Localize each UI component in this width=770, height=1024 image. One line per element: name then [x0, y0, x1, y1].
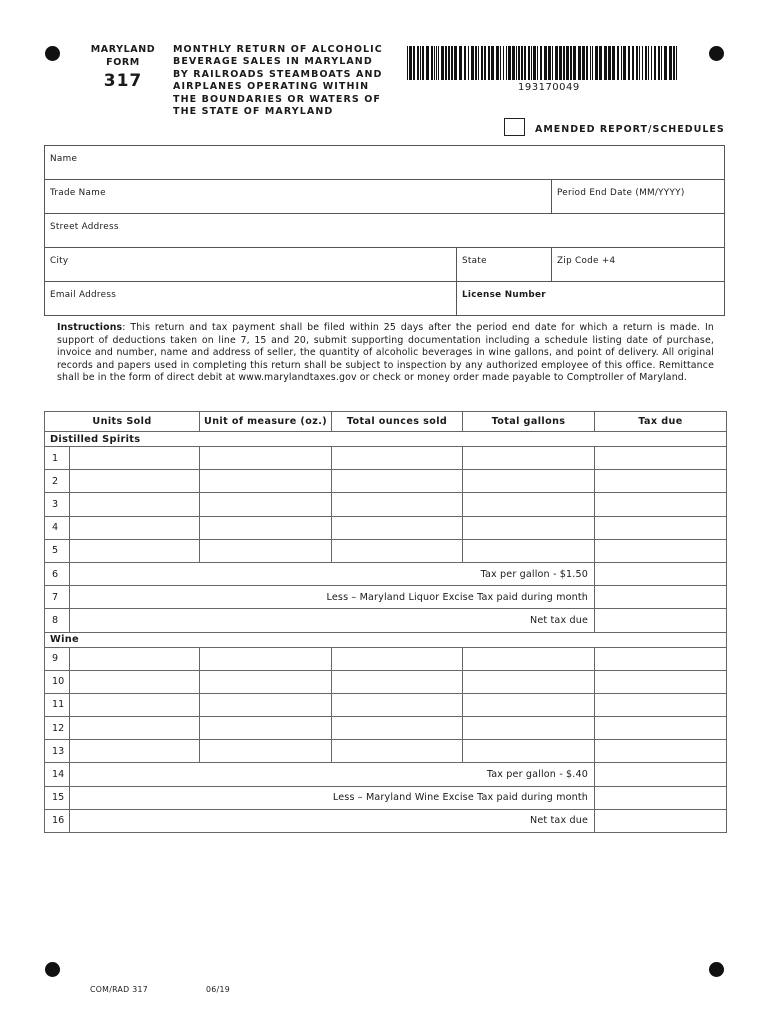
- tax-due-cell[interactable]: [595, 717, 727, 740]
- line-number: 4: [45, 516, 70, 539]
- unit-of-measure-cell[interactable]: [200, 740, 332, 763]
- section-row: [45, 432, 727, 447]
- units-sold-cell[interactable]: [70, 740, 200, 763]
- unit-of-measure-cell[interactable]: [200, 447, 332, 470]
- tax-due-cell[interactable]: [595, 516, 727, 539]
- total-gallons-cell[interactable]: [463, 493, 595, 516]
- city-label: City: [50, 256, 69, 266]
- instructions-text: : This return and tax payment shall be filed within 25 days after the period end date for which a return is made. In support of deductions taken on line 7, 15 and 20, submit supporting documentation including a schedule listing date of purchase, invoice and number, name and address of seller, the quantity of alcoholic beverages in wine gallons, and point of delivery. All original records and papers used in completing this return shall be subject to inspection by any authorized employee of this office. Remittance shall be in the form of direct debit at www.marylandtaxes.gov or check or money order made payable to Comptroller of Maryland.: [57, 322, 714, 384]
- tax-due-cell[interactable]: [595, 586, 727, 609]
- total-gallons-cell[interactable]: [463, 717, 595, 740]
- table-row: [45, 562, 727, 585]
- line-number: 6: [45, 562, 70, 585]
- barcode: [407, 46, 679, 80]
- line-number: 5: [45, 539, 70, 562]
- trade-name-label: Trade Name: [50, 188, 106, 198]
- tax-due-cell[interactable]: [595, 562, 727, 585]
- unit-of-measure-cell[interactable]: [200, 693, 332, 716]
- units-sold-cell[interactable]: [70, 717, 200, 740]
- excise-paid-label: Less – Maryland Wine Excise Tax paid during month: [70, 786, 595, 809]
- street-address-field[interactable]: [45, 214, 725, 248]
- table-row: [45, 493, 727, 516]
- line-number: 10: [45, 670, 70, 693]
- units-sold-cell[interactable]: [70, 693, 200, 716]
- period-end-field[interactable]: [552, 180, 725, 214]
- unit-of-measure-cell[interactable]: [200, 647, 332, 670]
- registration-mark-top-right: [709, 46, 724, 61]
- table-row: [45, 516, 727, 539]
- tax-due-cell[interactable]: [595, 609, 727, 632]
- instructions: [57, 322, 714, 385]
- total-ounces-cell[interactable]: [332, 447, 463, 470]
- trade-name-field[interactable]: [45, 180, 552, 214]
- total-ounces-cell[interactable]: [332, 740, 463, 763]
- total-ounces-cell[interactable]: [332, 470, 463, 493]
- unit-of-measure-cell[interactable]: [200, 670, 332, 693]
- state-field[interactable]: [457, 248, 552, 282]
- table-row: [45, 763, 727, 786]
- form-label: FORM: [106, 56, 140, 68]
- total-ounces-cell[interactable]: [332, 516, 463, 539]
- line-number: 12: [45, 717, 70, 740]
- taxpayer-info-table: [44, 145, 725, 316]
- tax-due-cell[interactable]: [595, 470, 727, 493]
- period-end-label: Period End Date (MM/YYYY): [557, 188, 685, 198]
- license-number-field[interactable]: [457, 282, 725, 316]
- header-total-ounces: Total ounces sold: [332, 412, 463, 432]
- tax-due-cell[interactable]: [595, 670, 727, 693]
- tax-due-cell[interactable]: [595, 809, 727, 832]
- unit-of-measure-cell[interactable]: [200, 493, 332, 516]
- total-gallons-cell[interactable]: [463, 447, 595, 470]
- table-row: [45, 670, 727, 693]
- title-line: MONTHLY RETURN OF ALCOHOLIC: [173, 44, 383, 55]
- title-line: BEVERAGE SALES IN MARYLAND: [173, 56, 373, 68]
- tax-due-cell[interactable]: [595, 693, 727, 716]
- table-row: [45, 539, 727, 562]
- unit-of-measure-cell[interactable]: [200, 470, 332, 493]
- state-field-label: State: [462, 256, 487, 266]
- header-units-sold: Units Sold: [45, 412, 200, 432]
- units-sold-cell[interactable]: [70, 647, 200, 670]
- units-sold-cell[interactable]: [70, 539, 200, 562]
- total-ounces-cell[interactable]: [332, 670, 463, 693]
- registration-mark-bottom-left: [45, 962, 60, 977]
- title-line: THE STATE OF MARYLAND: [173, 106, 334, 118]
- tax-due-cell[interactable]: [595, 447, 727, 470]
- name-label: Name: [50, 154, 78, 164]
- table-row: [45, 740, 727, 763]
- excise-paid-label: Less – Maryland Liquor Excise Tax paid during month: [70, 586, 595, 609]
- table-row: [45, 717, 727, 740]
- total-ounces-cell[interactable]: [332, 693, 463, 716]
- unit-of-measure-cell[interactable]: [200, 516, 332, 539]
- table-row: [45, 647, 727, 670]
- street-address-label: Street Address: [50, 222, 119, 232]
- total-ounces-cell[interactable]: [332, 647, 463, 670]
- line-number: 11: [45, 693, 70, 716]
- line-number: 2: [45, 470, 70, 493]
- table-row: [45, 586, 727, 609]
- tax-rate-label: Tax per gallon - $1.50: [70, 562, 595, 585]
- header-tax-due: Tax due: [595, 412, 727, 432]
- line-number: 13: [45, 740, 70, 763]
- footer-revision: 06/19: [206, 985, 230, 994]
- line-number: 15: [45, 786, 70, 809]
- tax-rate-label: Tax per gallon - $.40: [70, 763, 595, 786]
- units-sold-cell[interactable]: [70, 493, 200, 516]
- tax-due-cell[interactable]: [595, 740, 727, 763]
- zip-code-field[interactable]: [552, 248, 725, 282]
- table-row: [45, 609, 727, 632]
- title-line: BY RAILROADS STEAMBOATS AND: [173, 68, 383, 80]
- total-gallons-cell[interactable]: [463, 693, 595, 716]
- line-number: 14: [45, 763, 70, 786]
- total-gallons-cell[interactable]: [463, 516, 595, 539]
- state-label: MARYLAND: [90, 44, 156, 55]
- city-field[interactable]: [45, 248, 457, 282]
- registration-mark-top-left: [45, 46, 60, 61]
- units-sold-cell[interactable]: [70, 470, 200, 493]
- total-gallons-cell[interactable]: [463, 470, 595, 493]
- unit-of-measure-cell[interactable]: [200, 717, 332, 740]
- footer-form-code: COM/RAD 317: [90, 985, 149, 994]
- net-tax-label: Net tax due: [70, 609, 595, 632]
- total-ounces-cell[interactable]: [332, 493, 463, 516]
- net-tax-label: Net tax due: [70, 809, 595, 832]
- line-number: 16: [45, 809, 70, 832]
- unit-of-measure-cell[interactable]: [200, 539, 332, 562]
- name-field[interactable]: [45, 146, 725, 180]
- license-number-label: License Number: [462, 290, 546, 300]
- form-title: [173, 44, 398, 118]
- section-distilled-spirits: Distilled Spirits: [45, 432, 727, 447]
- tax-due-cell[interactable]: [595, 786, 727, 809]
- header-unit-of-measure: Unit of measure (oz.): [200, 412, 332, 432]
- tax-due-cell[interactable]: [595, 647, 727, 670]
- table-row: [45, 786, 727, 809]
- line-number: 3: [45, 493, 70, 516]
- amended-report-label: AMENDED REPORT/SCHEDULES: [535, 124, 725, 135]
- title-line: THE BOUNDARIES OR WATERS OF: [173, 93, 382, 105]
- table-row: [45, 809, 727, 832]
- instructions-lead: Instructions: [57, 322, 123, 333]
- header-total-gallons: Total gallons: [463, 412, 595, 432]
- line-number: 7: [45, 586, 70, 609]
- title-line: AIRPLANES OPERATING WITHIN: [173, 81, 370, 93]
- units-sold-cell[interactable]: [70, 447, 200, 470]
- line-number: 9: [45, 647, 70, 670]
- amended-report-checkbox[interactable]: [504, 118, 525, 136]
- table-header-row: [45, 412, 727, 432]
- table-row: [45, 447, 727, 470]
- form-number: 317: [103, 71, 143, 91]
- total-gallons-cell[interactable]: [463, 670, 595, 693]
- email-label: Email Address: [50, 290, 117, 300]
- tax-due-cell[interactable]: [595, 763, 727, 786]
- section-wine: Wine: [45, 632, 727, 647]
- units-sold-cell[interactable]: [70, 516, 200, 539]
- units-sold-cell[interactable]: [70, 670, 200, 693]
- total-ounces-cell[interactable]: [332, 539, 463, 562]
- table-row: [45, 693, 727, 716]
- section-row: [45, 632, 727, 647]
- email-field[interactable]: [45, 282, 457, 316]
- total-gallons-cell[interactable]: [463, 539, 595, 562]
- table-row: [45, 470, 727, 493]
- line-number: 8: [45, 609, 70, 632]
- barcode-number: 193170049: [518, 82, 580, 93]
- total-gallons-cell[interactable]: [463, 740, 595, 763]
- tax-due-cell[interactable]: [595, 493, 727, 516]
- line-number: 1: [45, 447, 70, 470]
- sales-tax-table: [44, 411, 727, 833]
- form-identifier: [88, 44, 158, 92]
- total-gallons-cell[interactable]: [463, 647, 595, 670]
- registration-mark-bottom-right: [709, 962, 724, 977]
- tax-due-cell[interactable]: [595, 539, 727, 562]
- total-ounces-cell[interactable]: [332, 717, 463, 740]
- zip-code-label: Zip Code +4: [557, 256, 616, 266]
